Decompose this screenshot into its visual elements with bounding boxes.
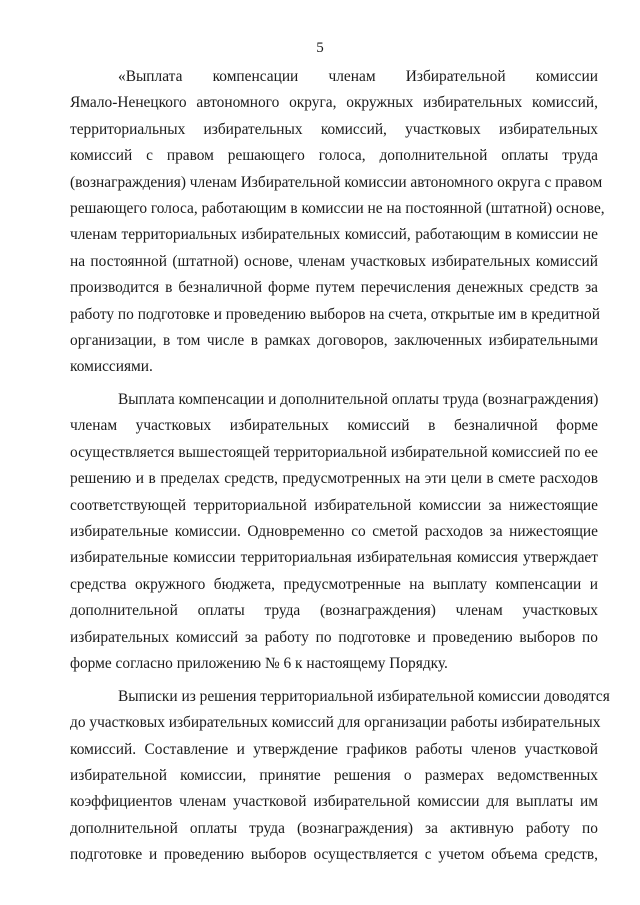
text-line: избирательные комиссии территориальная избирательная комиссия утверждает [70, 549, 598, 567]
text-line: форме согласно приложению № 6 к настоящему Порядку. [70, 655, 448, 672]
text-line: коэффициентов членам участковой избирательной комиссии для выплаты им [70, 793, 598, 811]
text-line: на постоянной (штатной) основе, членам участковых избирательных комиссий [70, 252, 598, 270]
text-line: комиссий. Составление и утверждение графиков работы членов участковой [70, 740, 598, 758]
text-line: (вознаграждения) членам Избирательной комиссии автономного округа с правом [70, 173, 603, 191]
text-line: комиссий с правом решающего голоса, дополнительной оплаты труда [70, 147, 598, 165]
text-line: работу по подготовке и проведению выборов на счета, открытые им в кредитной [70, 305, 600, 323]
text-line: производится в безналичной форме путем перечисления денежных средств за [70, 279, 598, 297]
text-line: членам участковых избирательных комиссий в безналичной форме [70, 417, 598, 435]
text-line: комиссиями. [70, 358, 153, 376]
text-line: дополнительной оплаты труда (вознаграждения) членам участковых [70, 602, 598, 620]
text-line: соответствующей территориальной избирательной комиссии за нижестоящие [70, 496, 598, 514]
text-line: средства окружного бюджета, предусмотренные на выплату компенсации и [70, 575, 598, 593]
document-body [70, 64, 610, 869]
text-line: подготовке и проведению выборов осуществляется с учетом объема средств, [70, 846, 598, 864]
text-line: организации, в том числе в рамках договоров, заключенных избирательными [70, 331, 598, 349]
text-line: Выплата компенсации и дополнительной оплаты труда (вознаграждения) [118, 391, 599, 409]
text-line: избирательной комиссии, принятие решения о размерах ведомственных [70, 766, 598, 784]
text-line: осуществляется вышестоящей территориальной избирательной комиссией по ее [70, 443, 598, 461]
text-line: территориальных избирательных комиссий, участковых избирательных [70, 120, 598, 138]
text-line: членам территориальных избирательных комиссий, работающим в комиссии не [70, 226, 598, 244]
page-number: 5 [316, 40, 324, 56]
text-line: до участковых избирательных комиссий для организации работы избирательных [70, 714, 601, 732]
text-line: избирательные комиссии. Одновременно со сметой расходов за нижестоящие [70, 523, 598, 541]
text-line: решающего голоса, работающим в комиссии не на постоянной (штатной) основе, [70, 199, 605, 217]
text-line: Ямало-Ненецкого автономного округа, окружных избирательных комиссий, [70, 94, 598, 112]
text-line: дополнительной оплаты труда (вознаграждения) за активную работу по [70, 819, 598, 837]
text-line: избирательных комиссий за работу по подготовке и проведению выборов по [70, 628, 598, 646]
text-line: решению и в пределах средств, предусмотренных на эти цели в смете расходов [70, 470, 598, 488]
text-line: Выписки из решения территориальной избирательной комиссии доводятся [118, 687, 610, 705]
text-line: «Выплата компенсации членам Избирательной комиссии [118, 68, 598, 85]
